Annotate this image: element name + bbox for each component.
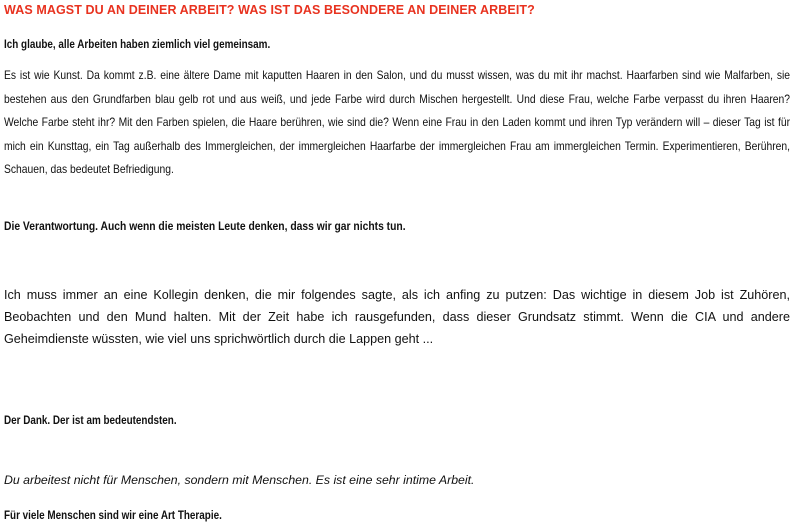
hairdresser-paragraph: Es ist wie Kunst. Da kommt z.B. eine ältere Dame mit kaputten Haaren in den Salon, und du musst wissen, was du mit ihr machst. Haarfarben sind wie Malfarben, sie bestehen aus den Grundfarben blau gelb rot und aus weiß, und jede Farbe wird durch Mischen hergestellt. Und diese Frau, welche Farbe verpasst du ihren Haaren? Welche Farbe steht ihr? Mit den Farben spielen, die Haare berühren, wie sind die? Wenn eine Frau in den Laden kommt und ihren Typ verändern will – dieser Tag ist für mich ein Kunsttag, ein Tag außerhalb des Immergleichen, der immergleichen Haarfarbe der immergleichen Frau am immergleichen Termin. Experimentieren, Berühren, Schauen, das bedeutet Befriedigung. xyxy=(4,68,791,177)
thanks-answer: Der Dank. Der ist am bedeutendsten. xyxy=(4,415,177,427)
cleaner-paragraph: Ich muss immer an eine Kollegin denken, die mir folgendes sagte, als ich anfing zu putzen: Das wichtige in diesem Job ist Zuhören, Beobachten und den Mund halten. Mit der Zeit habe ich rausgefunden, dass dieser Grundsatz stimmt. Wenn die CIA und andere Geheimdienste wüssten, wie viel uns sprichwörtlich durch die Lappen geht ... xyxy=(4,288,790,346)
therapy-closing: Für viele Menschen sind wir eine Art Therapie. xyxy=(4,510,222,522)
people-quote: Du arbeitest nicht für Menschen, sondern mit Menschen. Es ist eine sehr intime Arbeit. xyxy=(4,473,475,487)
intro-statement: Ich glaube, alle Arbeiten haben ziemlich viel gemeinsam. xyxy=(4,39,271,51)
responsibility-answer: Die Verantwortung. Auch wenn die meisten Leute denken, dass wir gar nichts tun. xyxy=(4,219,406,233)
question-heading: WAS MAGST DU AN DEINER ARBEIT? WAS IST DAS BESONDERE AN DEINER ARBEIT? xyxy=(4,3,535,17)
